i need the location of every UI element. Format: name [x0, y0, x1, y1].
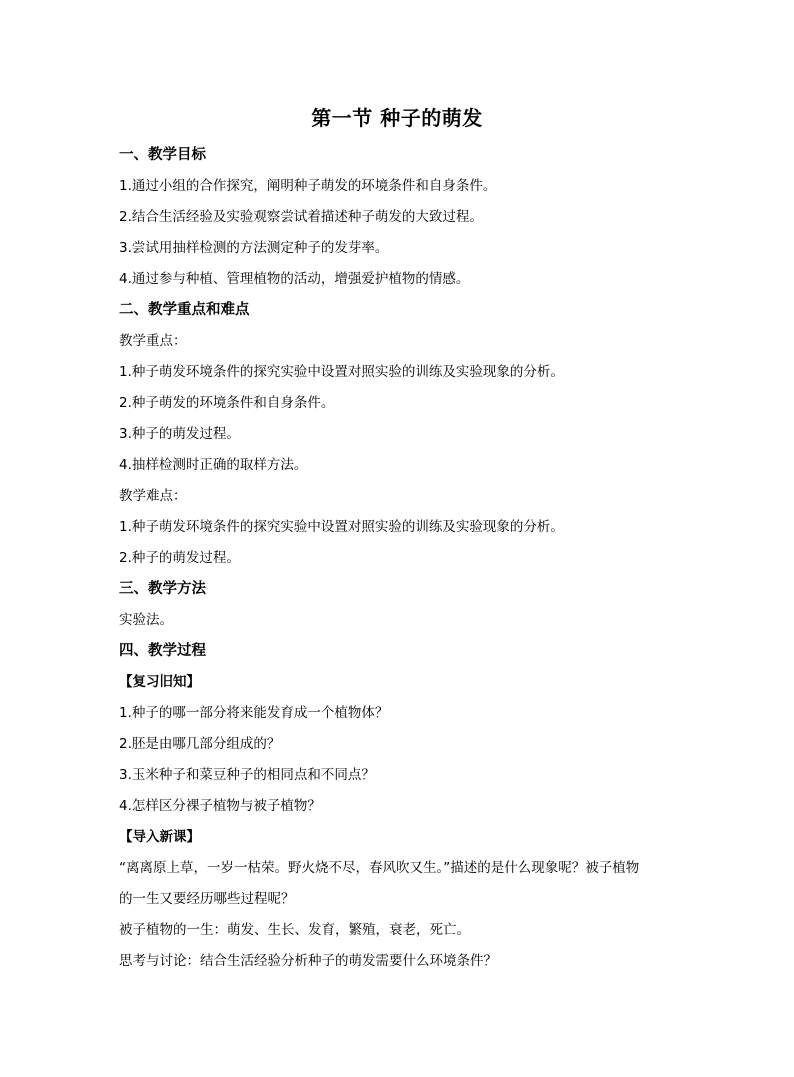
subsection-heading: 【导入新课】: [119, 829, 200, 845]
paragraph-line: 教学重点：: [119, 333, 187, 349]
page-title: 第一节 种子的萌发: [311, 106, 483, 130]
paragraph-line: 3.尝试用抽样检测的方法测定种子的发芽率。: [119, 240, 389, 256]
paragraph-line: 4.通过参与种植、管理植物的活动，增强爱护植物的情感。: [119, 271, 470, 287]
paragraph-line: 4.怎样区分裸子植物与被子植物？: [119, 798, 321, 814]
section-heading: 四、教学过程: [119, 643, 206, 659]
paragraph-line: 3.种子的萌发过程。: [119, 426, 240, 442]
paragraph-line: 思考与讨论：结合生活经验分析种子的萌发需要什么环境条件？: [119, 953, 497, 969]
paragraph-line: 的一生又要经历哪些过程呢？: [119, 891, 295, 907]
paragraph-line: 2.种子萌发的环境条件和自身条件。: [119, 395, 335, 411]
section-heading: 二、教学重点和难点: [119, 302, 250, 318]
paragraph-line: 1.种子萌发环境条件的探究实验中设置对照实验的训练及实验现象的分析。: [119, 364, 564, 380]
paragraph-line: 4.抽样检测时正确的取样方法。: [119, 457, 308, 473]
paragraph-line: 教学难点：: [119, 488, 187, 504]
paragraph-line: 被子植物的一生：萌发、生长、发育，繁殖，衰老，死亡。: [119, 922, 470, 938]
section-heading: 三、教学方法: [119, 581, 206, 597]
paragraph-line: 1.种子的哪一部分将来能发育成一个植物体？: [119, 705, 389, 721]
paragraph-line: 2.种子的萌发过程。: [119, 550, 240, 566]
section-heading: 一、教学目标: [119, 147, 206, 163]
paragraph-line: 2.结合生活经验及实验观察尝试着描述种子萌发的大致过程。: [119, 209, 483, 225]
paragraph-line: 1.通过小组的合作探究，阐明种子萌发的环境条件和自身条件。: [119, 178, 497, 194]
paragraph-line: “离离原上草，一岁一枯荣。野火烧不尽，春风吹又生。”描述的是什么现象呢？被子植物: [119, 860, 640, 876]
subsection-heading: 【复习旧知】: [119, 674, 200, 690]
paragraph-line: 实验法。: [119, 612, 173, 628]
paragraph-line: 1.种子萌发环境条件的探究实验中设置对照实验的训练及实验现象的分析。: [119, 519, 564, 535]
document-body: [119, 140, 699, 977]
paragraph-line: 2.胚是由哪几部分组成的？: [119, 736, 281, 752]
paragraph-line: 3.玉米种子和菜豆种子的相同点和不同点？: [119, 767, 375, 783]
